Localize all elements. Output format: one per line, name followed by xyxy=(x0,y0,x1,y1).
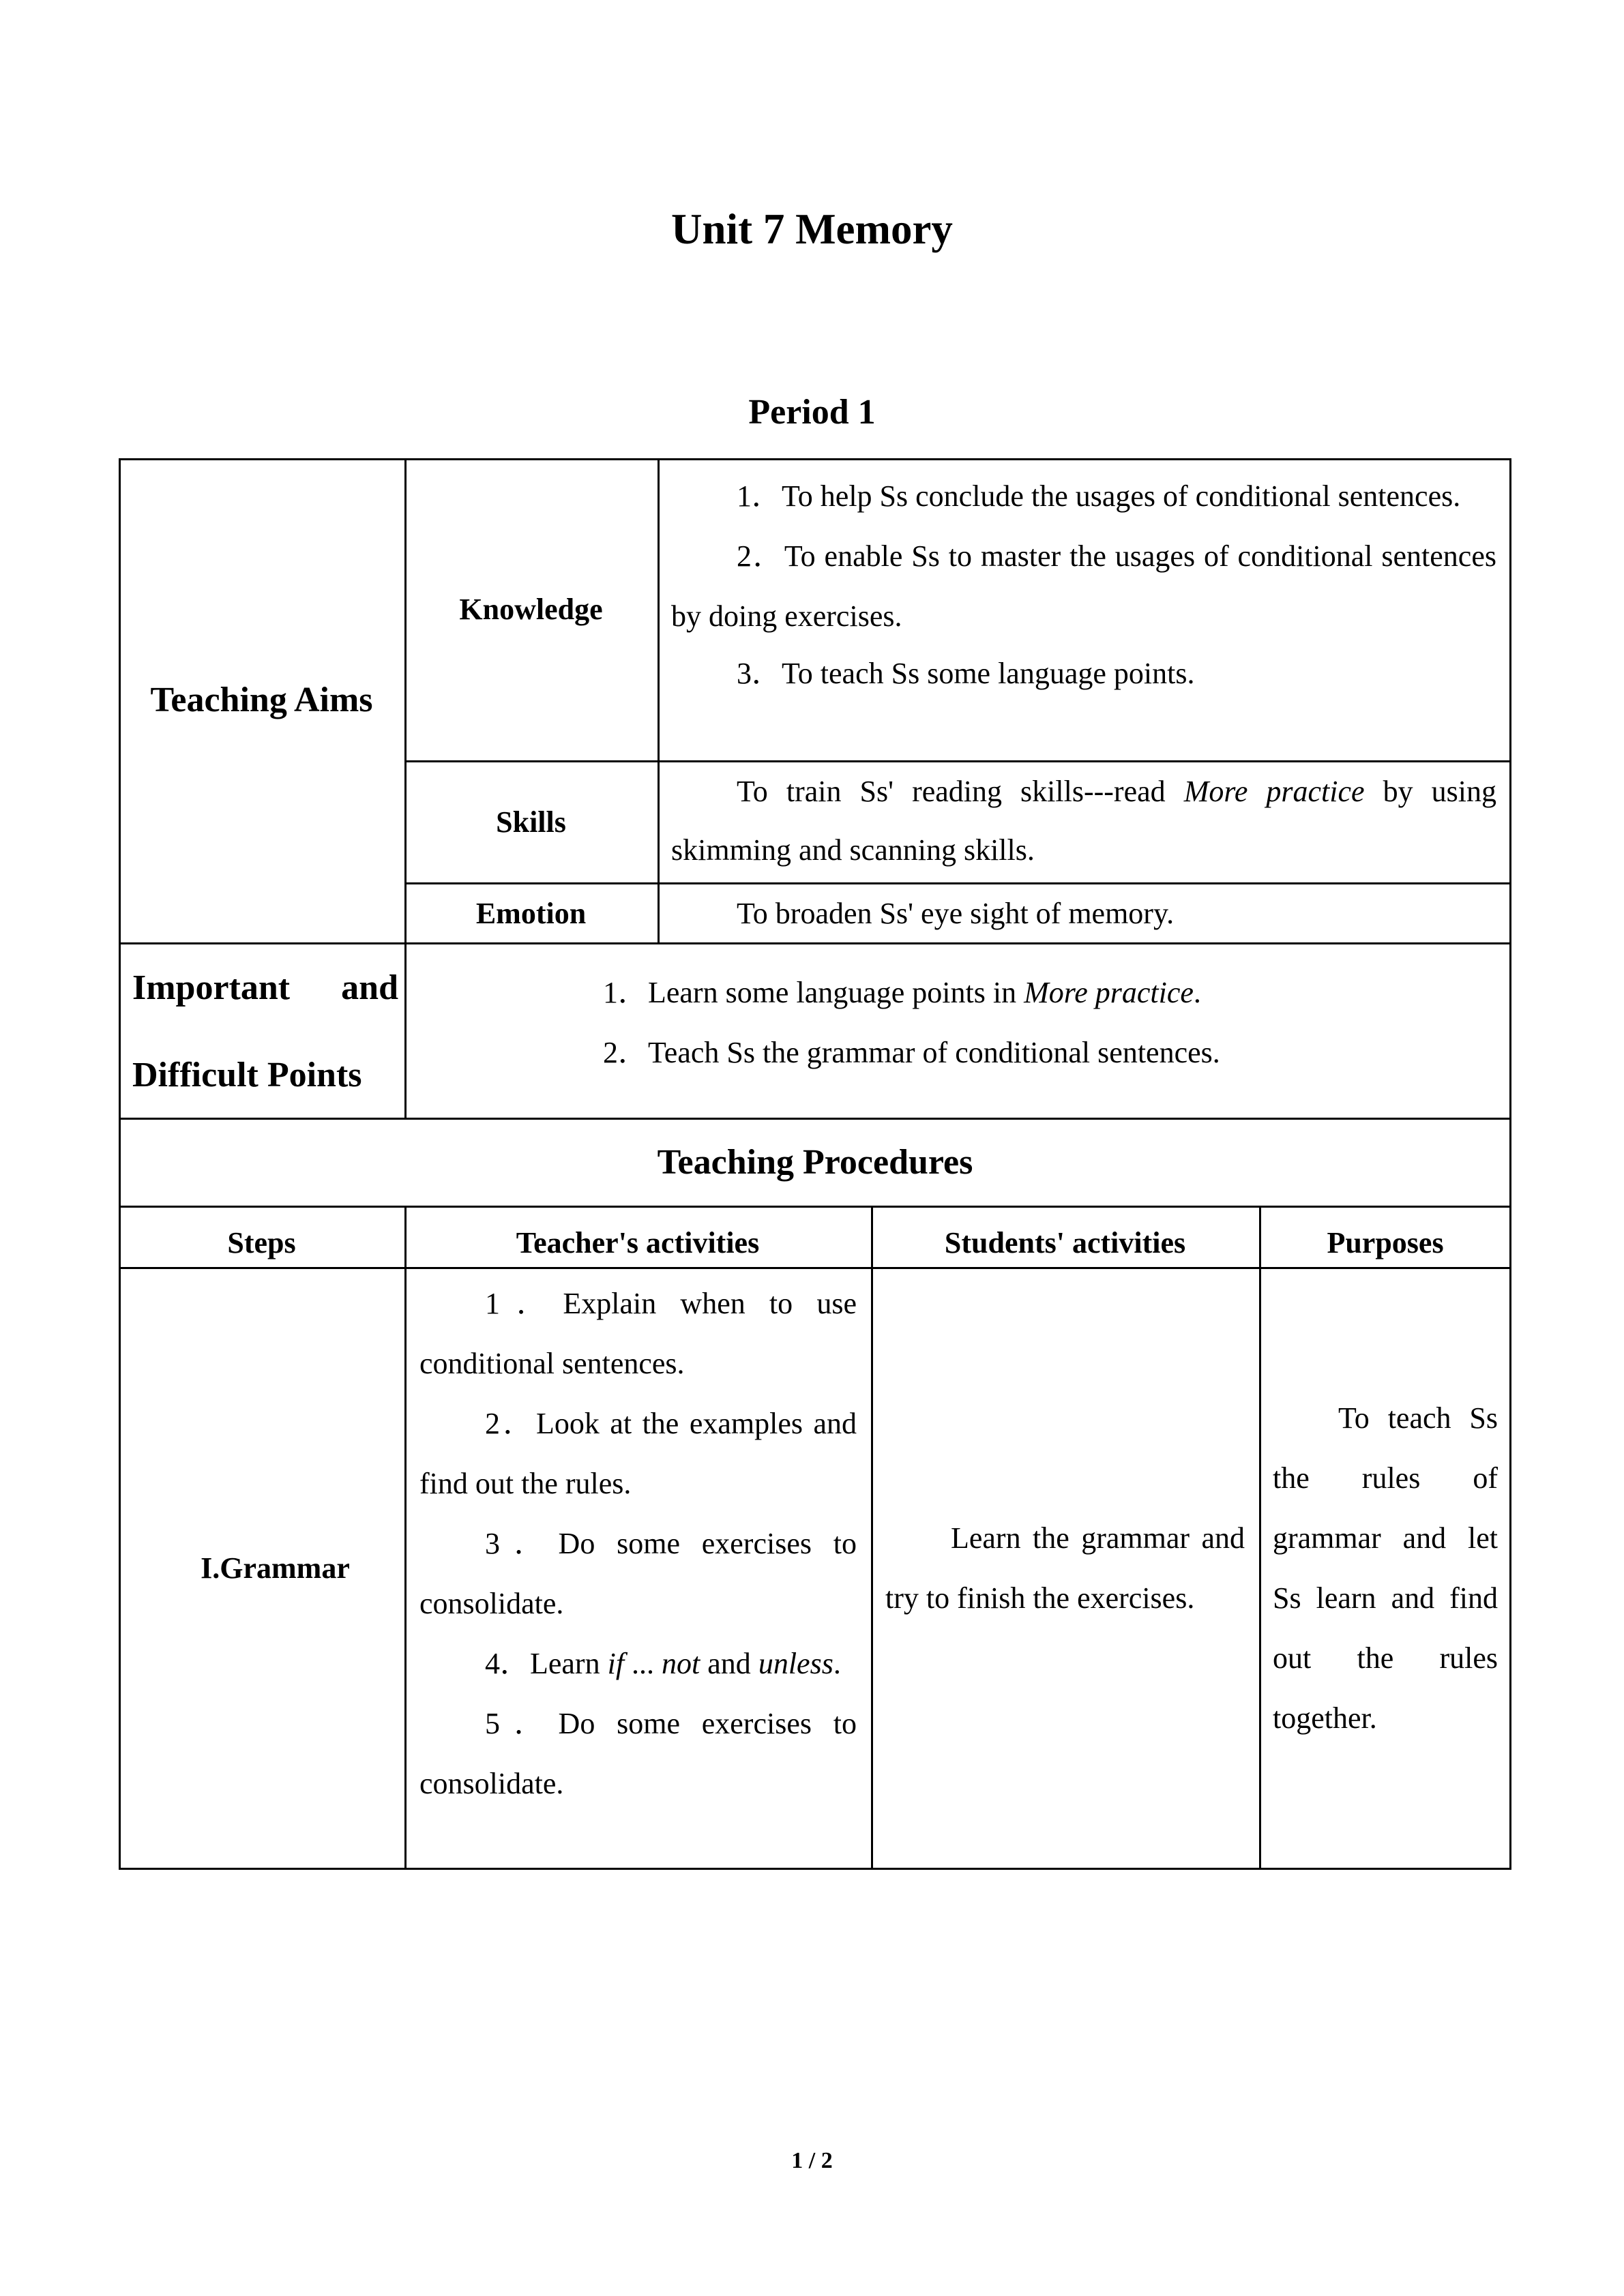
points-item-1: 1．Learn some language points in More practice. xyxy=(603,976,1201,1009)
table-rule xyxy=(1259,1206,1261,1868)
table-rule xyxy=(658,458,660,942)
knowledge-item-1: 1．To help Ss conclude the usages of conditional sentences. xyxy=(737,479,1461,513)
lesson-plan-table xyxy=(119,458,1511,1870)
students-activities: Learn the grammar and try to finish the exercises. xyxy=(885,1521,1245,1615)
teaching-aims-label: Teaching Aims xyxy=(150,681,373,719)
knowledge-item-3: 3．To teach Ss some language points. xyxy=(737,657,1195,690)
teacher-item-5: 5．Do some exercises to consolidate. xyxy=(419,1707,857,1800)
purposes: To teach Ss the rules of grammar and let Ss learn and find out the rules together. xyxy=(1273,1401,1498,1735)
knowledge-content xyxy=(671,466,1496,760)
procedures-heading: Teaching Procedures xyxy=(657,1143,973,1182)
document-title: Unit 7 Memory xyxy=(671,205,953,253)
teacher-item-3: 3．Do some exercises to consolidate. xyxy=(419,1527,857,1620)
points-item-2: 2．Teach Ss the grammar of conditional sentences. xyxy=(603,1036,1220,1069)
knowledge-item-2: 2．To enable Ss to master the usages of conditional sentences by doing exercises. xyxy=(671,539,1496,633)
period-heading: Period 1 xyxy=(748,393,876,432)
points-content xyxy=(603,963,1496,1106)
column-header-purposes: Purposes xyxy=(1327,1226,1444,1259)
column-header-steps: Steps xyxy=(227,1226,296,1259)
teacher-item-2: 2．Look at the examples and find out the rules. xyxy=(419,1407,857,1500)
page-number: 1 / 2 xyxy=(791,2148,833,2173)
points-label: Important and Difficult Points xyxy=(132,968,398,1094)
column-header-teacher: Teacher's activities xyxy=(516,1226,760,1259)
table-rule xyxy=(404,1206,407,1868)
emotion-label: Emotion xyxy=(475,896,587,930)
step-grammar: I.Grammar xyxy=(201,1551,350,1585)
column-header-students: Students' activities xyxy=(944,1226,1186,1259)
skills-label: Skills xyxy=(496,805,566,839)
table-border-bottom xyxy=(119,1868,1511,1870)
skills-content: To train Ss' reading skills---read More practice by using skimming and scanning skills. xyxy=(671,775,1496,867)
knowledge-label: Knowledge xyxy=(459,592,603,626)
teacher-item-4: 4．Learn if ... not and unless. xyxy=(485,1647,841,1680)
table-rule xyxy=(871,1206,873,1868)
teacher-activities xyxy=(419,1274,857,1867)
teacher-item-1: 1．Explain when to use conditional sentences. xyxy=(419,1287,857,1380)
emotion-content: To broaden Ss' eye sight of memory. xyxy=(737,897,1175,930)
